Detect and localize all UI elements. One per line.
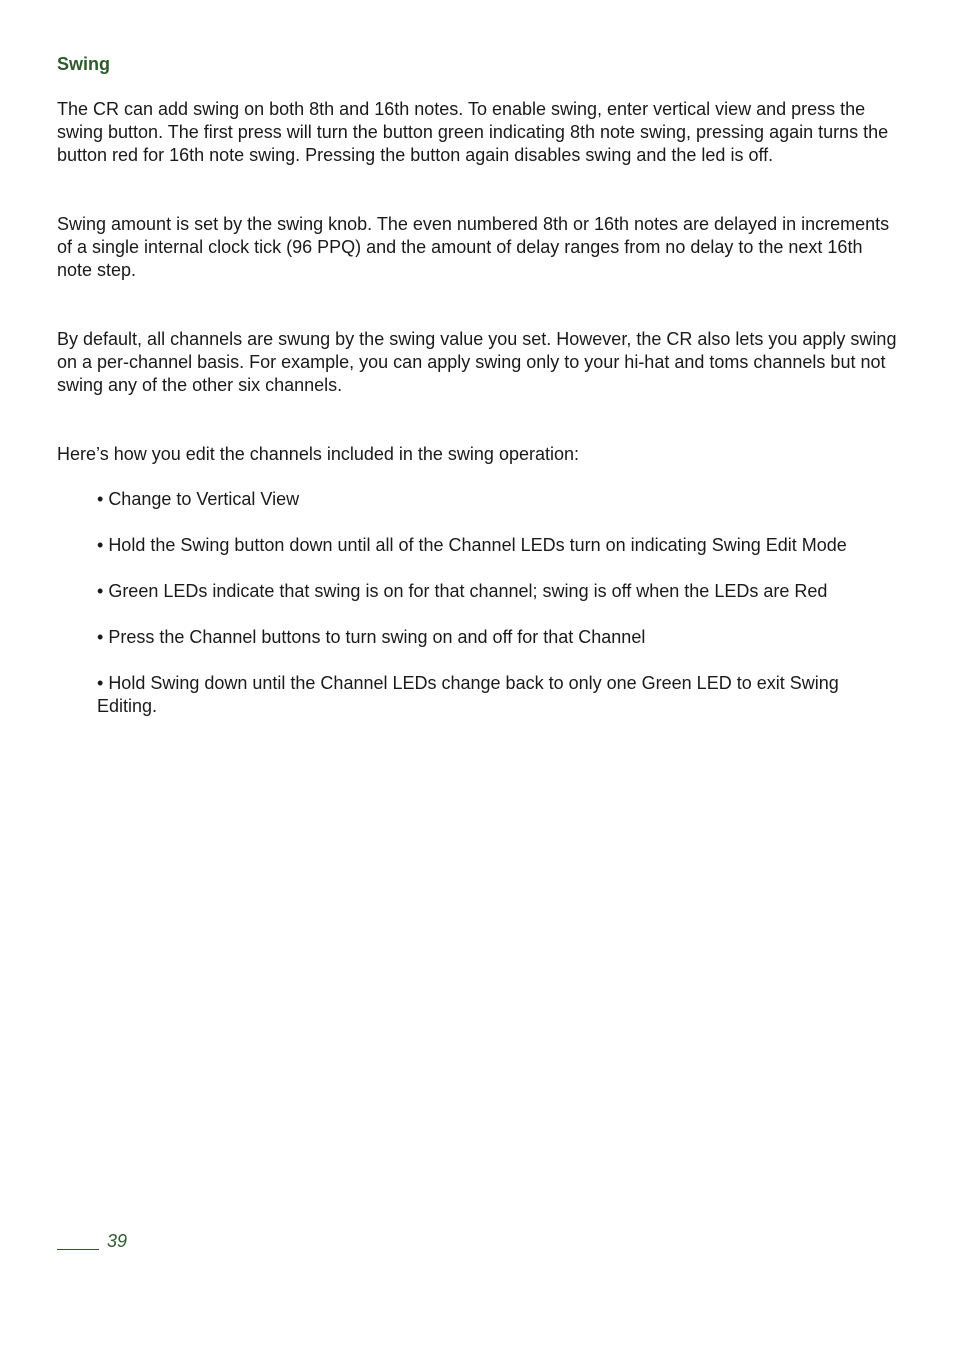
bullet-icon: • — [97, 673, 104, 693]
step-text: Hold Swing down until the Channel LEDs change back to only one Green LED to exit Swing Editing. — [97, 673, 839, 716]
bullet-icon: • — [97, 627, 104, 647]
bullet-icon: • — [97, 535, 104, 555]
document-page — [57, 52, 897, 741]
steps-list — [57, 488, 897, 718]
list-item — [97, 672, 897, 718]
list-item — [97, 580, 897, 603]
bullet-icon: • — [97, 489, 104, 509]
list-item — [97, 488, 897, 511]
paragraph-per-channel: By default, all channels are swung by the swing value you set. However, the CR also lets you apply swing on a per-channel basis. For example, you can apply swing only to your hi-hat and toms channels but not swing any of the other six channels. — [57, 329, 897, 395]
page-number: 39 — [107, 1231, 128, 1251]
list-item — [97, 626, 897, 649]
bullet-icon: • — [97, 581, 104, 601]
step-text: Hold the Swing button down until all of the Channel LEDs turn on indicating Swing Edit Mode — [108, 535, 847, 555]
step-text: Change to Vertical View — [108, 489, 300, 509]
footer-divider — [57, 1249, 99, 1250]
paragraph-edit-intro: Here’s how you edit the channels included in the swing operation: — [57, 444, 579, 464]
page-footer — [57, 1230, 127, 1252]
paragraph-enable-swing: The CR can add swing on both 8th and 16th notes. To enable swing, enter vertical view and press the swing button. The first press will turn the button green indicating 8th note swing, pressing again turns the button red for 16th note swing. Pressing the button again disables swing and the led is off. — [57, 99, 889, 165]
paragraph-swing-amount: Swing amount is set by the swing knob. The even numbered 8th or 16th notes are delayed in increments of a single internal clock tick (96 PPQ) and the amount of delay ranges from no delay to the next 16th note step. — [57, 214, 890, 280]
step-text: Green LEDs indicate that swing is on for that channel; swing is off when the LEDs are Red — [108, 581, 828, 601]
step-text: Press the Channel buttons to turn swing on and off for that Channel — [108, 627, 646, 647]
section-heading: Swing — [57, 54, 110, 74]
list-item — [97, 534, 897, 557]
